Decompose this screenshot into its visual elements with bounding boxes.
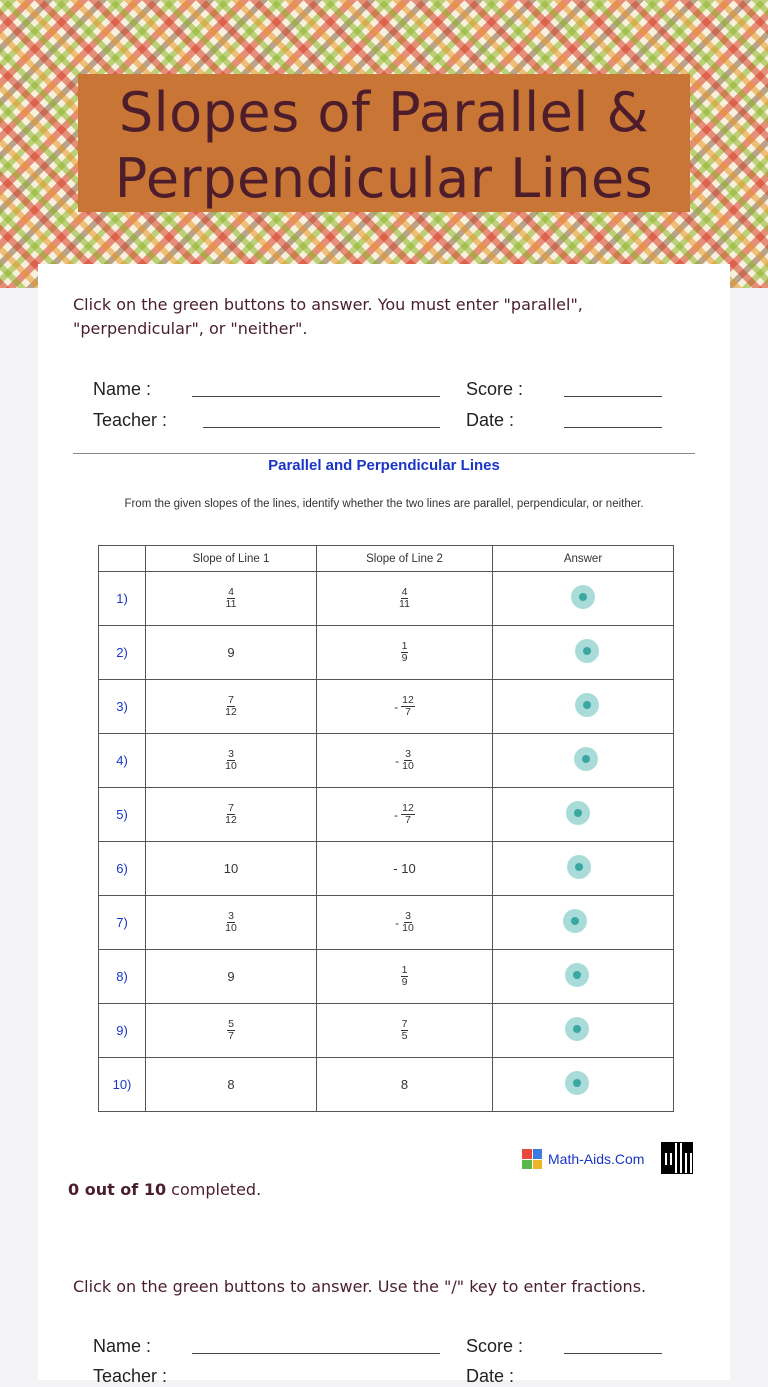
- fraction: [402, 911, 414, 934]
- answer-cell: [493, 734, 674, 788]
- numerator: 3: [405, 910, 411, 922]
- page-title: Slopes of Parallel & Perpendicular Lines: [78, 74, 690, 212]
- table-row: [99, 626, 674, 680]
- answer-button[interactable]: [563, 909, 587, 933]
- completion-suffix: completed.: [166, 1180, 262, 1199]
- denominator: 9: [401, 976, 408, 988]
- fraction: [225, 803, 237, 826]
- problem-number: 8): [99, 950, 146, 1004]
- numerator: 4: [401, 586, 408, 598]
- answer-cell: [493, 788, 674, 842]
- fraction: [402, 749, 414, 772]
- name-label-2: Name :: [93, 1336, 152, 1356]
- answer-cell: [493, 680, 674, 734]
- fraction: [401, 695, 415, 718]
- fraction: [399, 587, 410, 610]
- slope-line-2-cell: [317, 680, 493, 734]
- numerator: 12: [402, 802, 414, 814]
- score-label-2: Score :: [466, 1336, 524, 1356]
- table-row: [99, 1004, 674, 1058]
- brand-text: Math-Aids.Com: [548, 1151, 645, 1167]
- answer-button[interactable]: [565, 1017, 589, 1041]
- numerator: 12: [402, 694, 414, 706]
- name-line: [192, 396, 440, 397]
- name-label: Name :: [93, 379, 152, 399]
- answer-button[interactable]: [575, 693, 599, 717]
- numerator: 1: [401, 964, 408, 976]
- denominator: 7: [405, 814, 411, 826]
- slope-line-2-cell: [317, 572, 493, 626]
- numerator: 4: [228, 586, 234, 598]
- answer-button[interactable]: [575, 639, 599, 663]
- slope-line-1-cell: [146, 842, 317, 896]
- instructions: Click on the green buttons to answer. You must enter "parallel", "perpendicular", or "neither".: [73, 295, 583, 338]
- fraction: [226, 587, 237, 610]
- slope-line-2-cell: [317, 626, 493, 680]
- answer-cell: [493, 626, 674, 680]
- completion-status: [68, 1180, 261, 1199]
- answer-cell: [493, 1004, 674, 1058]
- denominator: 7: [228, 1030, 234, 1042]
- denominator: 10: [402, 760, 414, 772]
- fraction: [401, 803, 415, 826]
- fraction: [401, 641, 409, 664]
- math-aids-brand: [522, 1149, 644, 1169]
- fraction: [225, 911, 237, 934]
- score-label: Score :: [466, 379, 524, 399]
- denominator: 10: [402, 922, 414, 934]
- numerator: 7: [228, 802, 234, 814]
- score-line-2: [564, 1353, 662, 1354]
- fraction: [227, 1019, 235, 1042]
- numerator: 7: [401, 1018, 408, 1030]
- date-label-2: Date :: [466, 1366, 515, 1386]
- problem-number: 10): [99, 1058, 146, 1112]
- teacher-label-2: Teacher :: [93, 1366, 168, 1386]
- teacher-line: [203, 427, 440, 428]
- slope-line-1-cell: [146, 734, 317, 788]
- slope-line-1-cell: [146, 1004, 317, 1058]
- slope-line-2-cell: [317, 1004, 493, 1058]
- problem-number: 6): [99, 842, 146, 896]
- slope-line-2-cell: [317, 734, 493, 788]
- slope-value: 8: [400, 1077, 409, 1092]
- worksheet-subtitle: From the given slopes of the lines, identify whether the two lines are parallel, perpendicular, or neither.: [124, 498, 644, 510]
- negative-sign: -: [394, 807, 399, 822]
- fraction: [401, 965, 409, 988]
- denominator: 10: [225, 922, 237, 934]
- worksheet-title: Parallel and Perpendicular Lines: [268, 457, 500, 474]
- numerator: 3: [228, 748, 234, 760]
- negative-sign: -: [394, 699, 399, 714]
- denominator: 11: [399, 598, 410, 610]
- slope-line-2-cell: [317, 896, 493, 950]
- problem-number: 5): [99, 788, 146, 842]
- fraction: [225, 749, 237, 772]
- header-slope-2: Slope of Line 2: [317, 546, 493, 572]
- problem-number: 2): [99, 626, 146, 680]
- problem-number: 7): [99, 896, 146, 950]
- numerator: 5: [228, 1018, 234, 1030]
- slope-value: 8: [227, 1077, 235, 1092]
- table-row: [99, 950, 674, 1004]
- instructions-2: Click on the green buttons to answer. Use the "/" key to enter fractions.: [73, 1277, 647, 1296]
- answer-cell: [493, 950, 674, 1004]
- answer-cell: [493, 1058, 674, 1112]
- numerator: 1: [401, 640, 408, 652]
- table-row: [99, 1058, 674, 1112]
- slope-line-2-cell: [317, 842, 493, 896]
- negative-sign: -: [395, 915, 400, 930]
- answer-button[interactable]: [565, 963, 589, 987]
- answer-button[interactable]: [565, 1071, 589, 1095]
- answer-button[interactable]: [566, 801, 590, 825]
- denominator: 5: [401, 1030, 408, 1042]
- math-aids-logo-icon: [522, 1149, 542, 1169]
- slope-line-1-cell: [146, 626, 317, 680]
- numerator: 3: [405, 748, 411, 760]
- slope-value: - 10: [393, 861, 416, 876]
- problem-number: 1): [99, 572, 146, 626]
- table-row: [99, 788, 674, 842]
- answer-button[interactable]: [574, 747, 598, 771]
- teacher-label: Teacher :: [93, 410, 168, 430]
- numerator: 7: [228, 694, 234, 706]
- slope-line-2-cell: [317, 1058, 493, 1112]
- answer-cell: [493, 896, 674, 950]
- name-line-2: [192, 1353, 440, 1354]
- qr-code-icon: [661, 1142, 693, 1174]
- slope-line-2-cell: [317, 788, 493, 842]
- date-label: Date :: [466, 410, 515, 430]
- answer-cell: [493, 842, 674, 896]
- answer-button[interactable]: [571, 585, 595, 609]
- denominator: 12: [225, 814, 237, 826]
- problem-number: 9): [99, 1004, 146, 1058]
- header-number: [99, 546, 146, 572]
- slope-value: 10: [223, 861, 239, 876]
- slope-line-1-cell: [146, 950, 317, 1004]
- fraction: [401, 1019, 409, 1042]
- negative-sign: -: [395, 753, 400, 768]
- table-row: [99, 842, 674, 896]
- denominator: 11: [225, 598, 237, 610]
- slope-line-1-cell: [146, 680, 317, 734]
- denominator: 12: [225, 706, 237, 718]
- denominator: 9: [401, 652, 408, 664]
- header-answer: Answer: [493, 546, 674, 572]
- table-row: [99, 896, 674, 950]
- header-slope-1: Slope of Line 1: [146, 546, 317, 572]
- table-row: [99, 734, 674, 788]
- answer-cell: [493, 572, 674, 626]
- slope-line-1-cell: [146, 788, 317, 842]
- slope-line-1-cell: [146, 572, 317, 626]
- slope-value: 9: [227, 645, 235, 660]
- denominator: 7: [405, 706, 411, 718]
- problem-number: 4): [99, 734, 146, 788]
- problem-number: 3): [99, 680, 146, 734]
- slope-line-1-cell: [146, 896, 317, 950]
- divider: [73, 453, 695, 454]
- date-line: [564, 427, 662, 428]
- slope-line-2-cell: [317, 950, 493, 1004]
- table-row: [99, 680, 674, 734]
- table-header-row: [99, 546, 674, 572]
- slope-value: 9: [227, 969, 235, 984]
- score-line: [564, 396, 662, 397]
- slope-line-1-cell: [146, 1058, 317, 1112]
- completion-count: 0 out of 10: [68, 1180, 167, 1199]
- answer-button[interactable]: [567, 855, 591, 879]
- table-row: [99, 572, 674, 626]
- fraction: [225, 695, 237, 718]
- numerator: 3: [228, 910, 234, 922]
- slopes-table: [98, 545, 674, 1112]
- denominator: 10: [225, 760, 237, 772]
